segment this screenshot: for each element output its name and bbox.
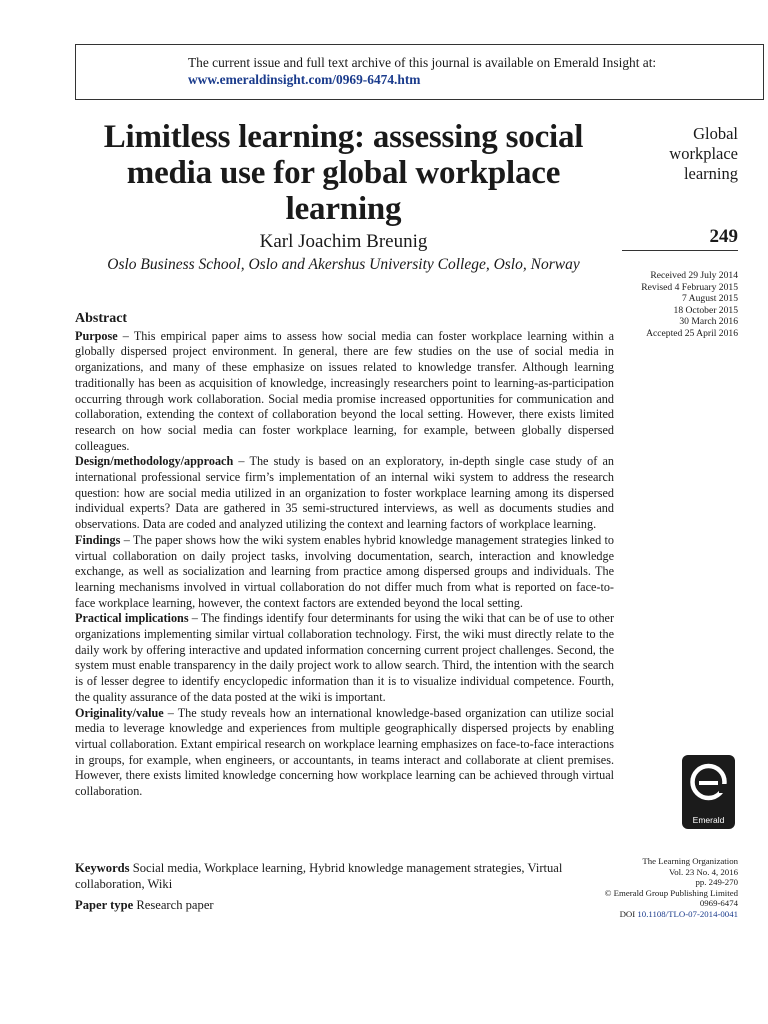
publication-line: 0969-6474 xyxy=(699,898,738,909)
running-title xyxy=(588,124,738,184)
history-line: 30 March 2016 xyxy=(679,316,738,328)
section-label: Originality/value xyxy=(75,705,164,720)
abstract-heading: Abstract xyxy=(75,311,128,326)
emerald-logo xyxy=(682,755,735,829)
author-affiliation: Oslo Business School, Oslo and Akershus University College, Oslo, Norway xyxy=(107,256,580,273)
doi-label: DOI xyxy=(619,908,636,919)
author-name: Karl Joachim Breunig xyxy=(259,231,428,252)
doi-line xyxy=(568,909,738,920)
paper-type-label: Paper type xyxy=(75,898,134,912)
publication-line: © Emerald Group Publishing Limited xyxy=(604,887,738,898)
abstract-findings xyxy=(75,533,614,612)
emerald-logo-label: Emerald xyxy=(692,815,725,825)
section-text: – The findings identify four determinants for using the wiki that can be of use to other organizations implementing similar virtual collaboration technology. First, the wiki must directly relate to the daily work by offering interactive and updated information concerning current project challenges. Second, the system must enable transparency in the daily project work to allow search. Third, the intention with the search is of lesser degree to identify encyclopedic information than it is to visualize individual competence. Fourth, the quality assurance of the data posted at the wiki is important. xyxy=(75,611,614,704)
abstract-practical-implications xyxy=(75,611,614,705)
history-line: 18 October 2015 xyxy=(673,304,738,316)
publication-line: Vol. 23 No. 4, 2016 xyxy=(669,866,738,877)
keywords xyxy=(75,860,614,892)
abstract-purpose xyxy=(75,329,614,455)
history-line: Received 29 July 2014 xyxy=(650,270,738,281)
keywords-label: Keywords xyxy=(75,861,130,875)
abstract-originality xyxy=(75,706,614,800)
page-number: 249 xyxy=(709,226,738,247)
running-title-line: workplace xyxy=(669,144,738,163)
history-line: 7 August 2015 xyxy=(682,293,738,305)
section-label: Design/methodology/approach xyxy=(75,454,234,469)
keywords-text: Social media, Workplace learning, Hybrid knowledge management strategies, Virtual collaboration, Wiki xyxy=(75,861,563,891)
emerald-e-icon xyxy=(687,760,730,812)
history-line: Revised 4 February 2015 xyxy=(641,281,738,293)
journal-archive-link[interactable]: www.emeraldinsight.com/0969-6474.htm xyxy=(188,72,421,87)
section-label: Findings xyxy=(75,532,121,547)
abstract-design xyxy=(75,454,614,533)
running-title-line: learning xyxy=(683,164,738,183)
publication-line: The Learning Organization xyxy=(642,856,738,866)
publication-line: pp. 249-270 xyxy=(695,877,738,888)
running-title-line: Global xyxy=(693,124,738,143)
section-text: – This empirical paper aims to assess how social media can foster workplace learning within a globally dispersed project environment. In general, there are few studies on the use of social media in organizations, and many of these emphasize on issues related to knowledge transfer. Although learning traditionally has been as acquisition of knowledge, increasingly researchers point to learning-as-participation occurring through work collaboration. Social media promise increased opportunities for communication and collaboration, extending the context of collaboration beyond the local setting. However, there exists limited research on how social media can foster workplace learning, for example, between globally dispersed colleagues. xyxy=(75,328,614,453)
section-label: Practical implications xyxy=(75,611,189,626)
doi-link[interactable]: 10.1108/TLO-07-2014-0041 xyxy=(637,908,738,919)
journal-notice-box xyxy=(75,44,764,100)
section-label: Purpose xyxy=(75,328,118,343)
journal-notice-text: The current issue and full text archive of this journal is available on Emerald Insight at: xyxy=(188,55,657,70)
publication-info xyxy=(568,856,738,920)
abstract xyxy=(75,311,614,800)
section-text: – The study reveals how an international knowledge-based organization can utilize social media to leverage knowledge and experiences from multiple geographically dispersed projects by enabling virtual collaboration. Extant empirical research on workplace learning emphasizes on face-to-face interactions in groups, for example, when engineers, or accountants, in teams interact and collaborate at client premises. However, there exists limited knowledge concerning how workplace learning can be achieved through virtual collaboration. xyxy=(75,705,614,799)
paper-type xyxy=(75,897,214,913)
page-number-rule xyxy=(622,250,738,251)
section-text: – The study is based on an exploratory, in-depth single case study of an international professional service firm’s implementation of an internal wiki system to address the research question: how are social media utilized in an organization to foster workplace learning among its dispersed individual experts? Data are gathered in 35 semi-structured interviews, as well as documents studies and observations. Data are coded and analyzed utilizing the context and learning factors of workplace learning. xyxy=(75,454,614,532)
article-title: Limitless learning: assessing social media use for global workplace learning xyxy=(103,119,584,227)
history-line: Accepted 25 April 2016 xyxy=(646,327,738,339)
section-text: – The paper shows how the wiki system enables hybrid knowledge management strategies linked to virtual collaboration on daily project tasks, involving documentation, search, interaction and knowledge exchange, as well as socialization and learning from practice among dispersed groups and individuals. The learning mechanisms involved in virtual collaboration do not differ much from what is reported on face-to-face workplace learning, however, the context factors are extended beyond the local setting. xyxy=(75,532,614,610)
paper-type-text: Research paper xyxy=(133,898,214,912)
journal-notice xyxy=(188,54,656,88)
